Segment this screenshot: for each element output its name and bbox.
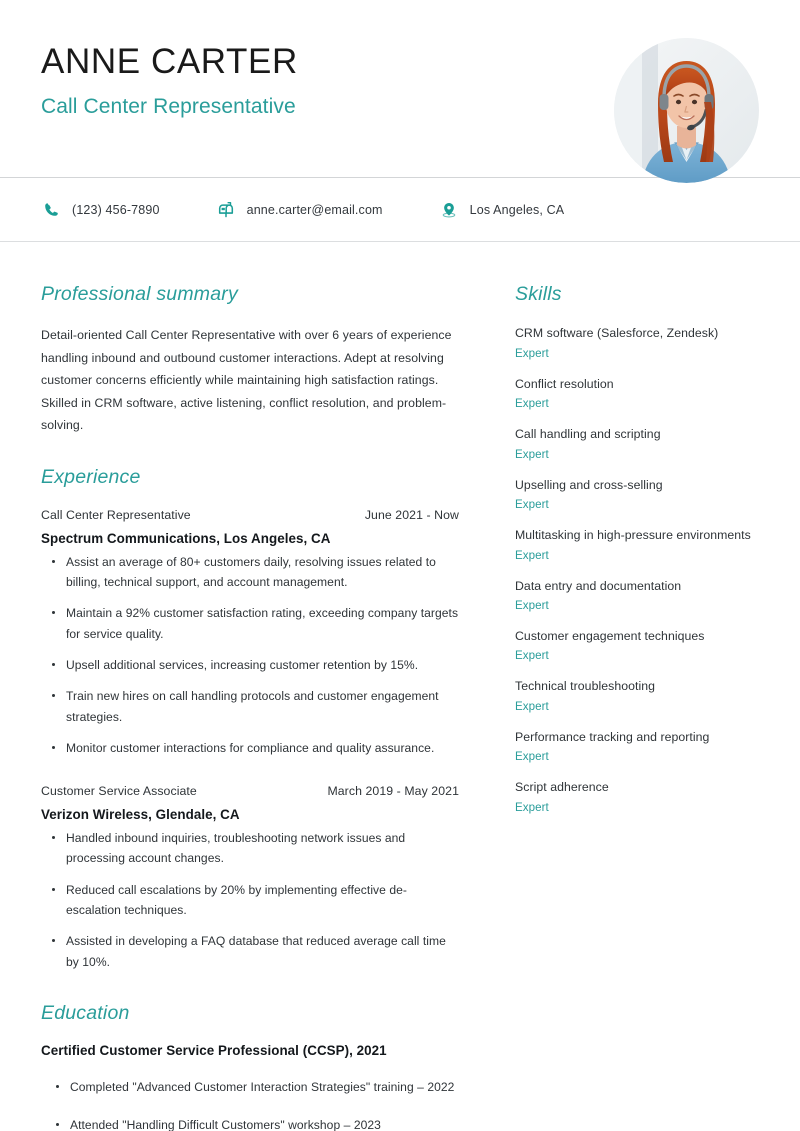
- skill-level: Expert: [515, 800, 549, 814]
- location-pin-icon: [439, 200, 459, 220]
- skill-name: Conflict resolution: [515, 376, 614, 391]
- skill-level: Expert: [515, 346, 549, 360]
- experience-entry: [41, 508, 459, 759]
- resume-body: [0, 242, 800, 1131]
- skill-name: Performance tracking and reporting: [515, 729, 710, 744]
- education-degree: Certified Customer Service Professional (CCSP), 2021: [41, 1043, 387, 1059]
- skill-item: [515, 778, 760, 813]
- skill-item: [515, 375, 760, 410]
- skill-name: Technical troubleshooting: [515, 679, 656, 694]
- section-experience: [41, 466, 459, 972]
- job-company: Verizon Wireless, Glendale, CA: [41, 807, 240, 823]
- skill-name: Multitasking in high-pressure environments: [515, 528, 751, 543]
- job-bullet: Monitor customer interactions for compliance and quality assurance.: [66, 738, 459, 758]
- candidate-name: ANNE CARTER: [41, 42, 298, 81]
- skill-level: Expert: [515, 599, 549, 613]
- skill-name: CRM software (Salesforce, Zendesk): [515, 326, 719, 341]
- contact-location[interactable]: [439, 200, 565, 220]
- skill-level: Expert: [515, 750, 549, 764]
- skills-heading: Skills: [515, 283, 562, 305]
- job-bullet: Assisted in developing a FAQ database that reduced average call time by 10%.: [66, 931, 459, 972]
- contact-phone[interactable]: [41, 200, 160, 220]
- section-professional-summary: [41, 283, 459, 436]
- experience-entry-header: [41, 784, 459, 798]
- skill-name: Customer engagement techniques: [515, 629, 705, 644]
- contact-email-text: anne.carter@email.com: [246, 202, 383, 217]
- education-bullet-list: [41, 1077, 459, 1131]
- contact-bar: [0, 178, 800, 241]
- skill-item: [515, 526, 760, 561]
- phone-icon: [41, 200, 61, 220]
- skill-item: [515, 476, 760, 511]
- job-company: Spectrum Communications, Los Angeles, CA: [41, 530, 331, 546]
- job-bullet-list: [41, 552, 459, 759]
- job-dates: March 2019 - May 2021: [327, 784, 459, 799]
- experience-heading: Experience: [41, 466, 141, 489]
- section-education: [41, 1002, 459, 1131]
- job-bullet: Maintain a 92% customer satisfaction rating, exceeding company targets for service quality.: [66, 603, 459, 644]
- job-bullet: Upsell additional services, increasing customer retention by 15%.: [66, 655, 459, 675]
- skill-level: Expert: [515, 498, 549, 512]
- skill-name: Call handling and scripting: [515, 427, 661, 442]
- skill-name: Script adherence: [515, 780, 609, 795]
- skill-item: [515, 577, 760, 612]
- skill-name: Data entry and documentation: [515, 578, 682, 593]
- education-heading: Education: [41, 1002, 130, 1025]
- job-bullet: Assist an average of 80+ customers daily, resolving issues related to billing, technical support, and account management.: [66, 552, 459, 593]
- skill-level: Expert: [515, 699, 549, 713]
- skill-item: [515, 324, 760, 359]
- candidate-job-title: Call Center Representative: [41, 95, 296, 119]
- skill-item: [515, 425, 760, 460]
- job-bullet-list: [41, 828, 459, 972]
- left-column: [41, 283, 459, 1131]
- experience-entry-header: [41, 508, 459, 522]
- education-bullet: Completed "Advanced Customer Interaction Strategies" training – 2022: [70, 1077, 459, 1097]
- skill-level: Expert: [515, 649, 549, 663]
- skill-name: Upselling and cross-selling: [515, 477, 663, 492]
- job-position: Call Center Representative: [41, 507, 191, 522]
- skill-level: Expert: [515, 397, 549, 411]
- avatar: [614, 38, 759, 183]
- skill-item: [515, 677, 760, 712]
- job-bullet: Handled inbound inquiries, troubleshooting network issues and processing account changes.: [66, 828, 459, 869]
- headshot-photo-icon: [614, 38, 759, 183]
- skill-level: Expert: [515, 548, 549, 562]
- skill-item: [515, 627, 760, 662]
- skill-level: Expert: [515, 447, 549, 461]
- contact-location-text: Los Angeles, CA: [469, 202, 565, 217]
- right-column: [515, 283, 760, 844]
- job-bullet: Train new hires on call handling protocols and customer engagement strategies.: [66, 686, 459, 727]
- job-bullet: Reduced call escalations by 20% by implementing effective de-escalation techniques.: [66, 880, 459, 921]
- contact-email[interactable]: [216, 200, 383, 220]
- job-position: Customer Service Associate: [41, 784, 197, 799]
- experience-entry: [41, 784, 459, 972]
- professional-summary-heading: Professional summary: [41, 283, 238, 305]
- contact-phone-text: (123) 456-7890: [72, 202, 160, 217]
- education-bullet: Attended "Handling Difficult Customers" workshop – 2023: [70, 1115, 459, 1131]
- resume-header: [0, 0, 800, 177]
- section-skills: [515, 283, 760, 814]
- skill-item: [515, 728, 760, 763]
- job-dates: June 2021 - Now: [364, 507, 459, 522]
- professional-summary-text: Detail-oriented Call Center Representative with over 6 years of experience handling inbound and outbound customer interactions. Adept at resolving customer concerns efficiently while maintaining high satisfaction ratings. Skilled in CRM software, active listening, conflict resolution, and problem-solving.: [41, 328, 452, 432]
- mailbox-icon: [216, 200, 236, 220]
